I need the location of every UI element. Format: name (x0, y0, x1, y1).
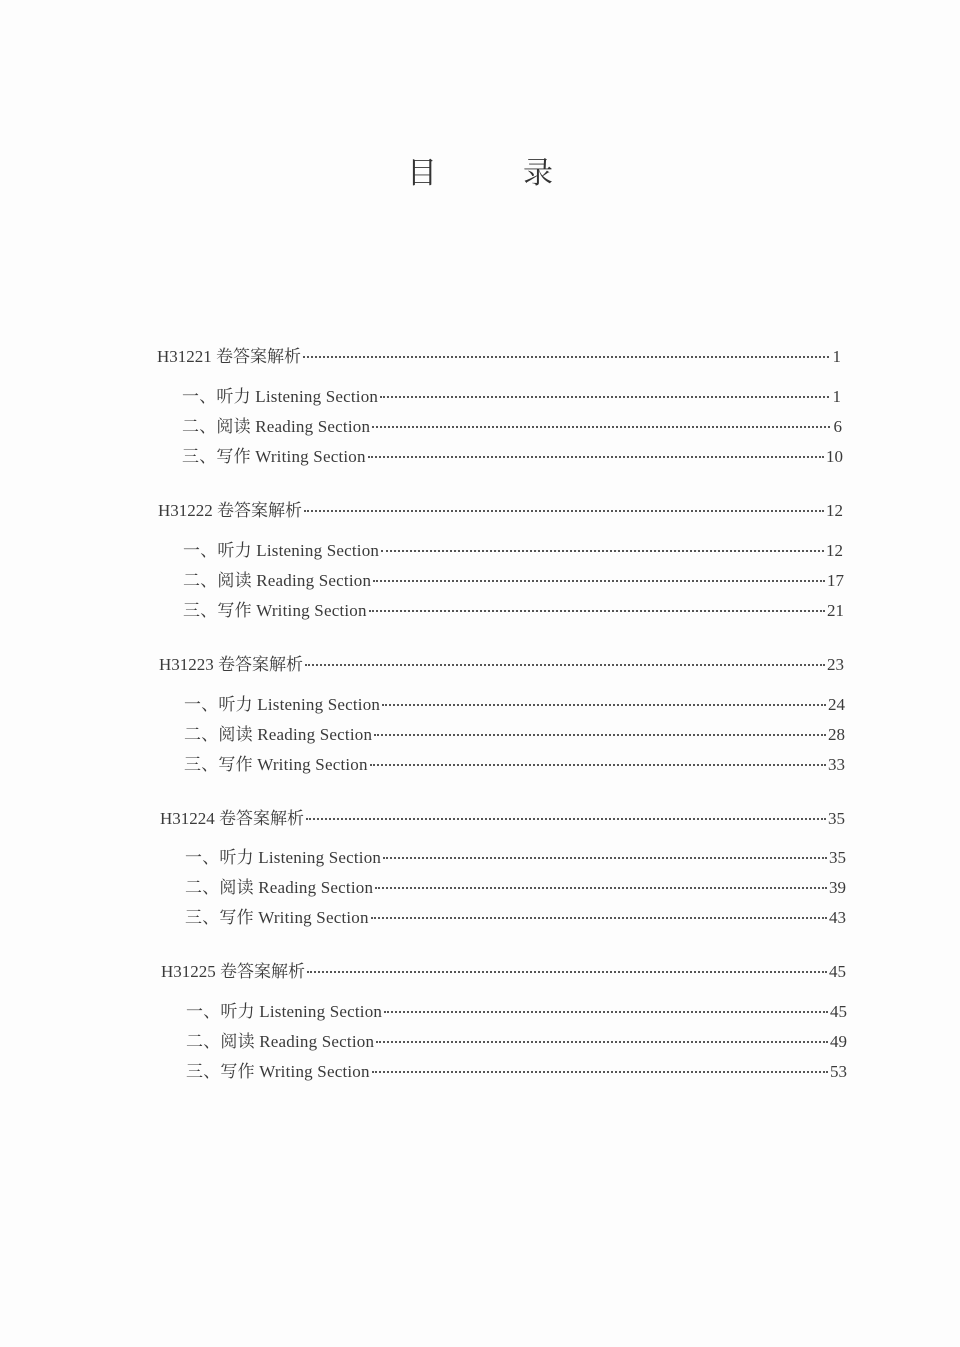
toc-section[interactable] (183, 536, 843, 558)
dot-leader (376, 1041, 828, 1043)
dot-leader (380, 396, 829, 398)
dot-leader (307, 971, 827, 973)
dot-leader (375, 887, 827, 889)
dot-leader (370, 764, 826, 766)
toc-section[interactable] (182, 412, 842, 434)
toc-section[interactable] (185, 873, 846, 895)
toc-section-label: 三、写作 Writing Section (183, 601, 367, 620)
page-number: 53 (830, 1062, 847, 1081)
dot-leader (373, 580, 825, 582)
toc-heading[interactable] (159, 650, 844, 672)
toc-heading[interactable] (157, 342, 841, 364)
dot-leader (303, 356, 829, 358)
toc-section-label: 二、阅读 Reading Section (186, 1032, 375, 1051)
toc-section[interactable] (184, 690, 845, 712)
toc-section-label: 一、听力 Listening Section (183, 541, 380, 560)
page-number: 23 (827, 655, 844, 674)
page-number: 33 (828, 755, 845, 774)
page-number: 12 (826, 501, 843, 520)
toc-section-label: 一、听力 Listening Section (182, 387, 379, 406)
toc-section-label: 一、听力 Listening Section (186, 1002, 383, 1021)
page-number: 35 (828, 809, 845, 828)
dot-leader (371, 917, 827, 919)
page-number: 17 (827, 571, 844, 590)
toc-section[interactable] (184, 750, 845, 772)
toc-section-label: 二、阅读 Reading Section (182, 417, 371, 436)
toc-section[interactable] (186, 1027, 847, 1049)
page-number: 6 (833, 417, 842, 436)
dot-leader (372, 1071, 828, 1073)
toc-section-label: 一、听力 Listening Section (184, 695, 381, 714)
page-number: 21 (827, 601, 844, 620)
page-number: 35 (829, 848, 846, 867)
toc-heading-label: H31221 卷答案解析 (157, 347, 302, 366)
dot-leader (382, 704, 826, 706)
toc-heading-label: H31225 卷答案解析 (161, 962, 306, 981)
page-number: 45 (829, 962, 846, 981)
page-number: 28 (828, 725, 845, 744)
toc-section-label: 三、写作 Writing Section (184, 755, 368, 774)
dot-leader (372, 426, 830, 428)
toc-section[interactable] (183, 596, 844, 618)
page-number: 39 (829, 878, 846, 897)
toc-section[interactable] (185, 903, 846, 925)
toc-section[interactable] (183, 566, 844, 588)
toc-section-label: 二、阅读 Reading Section (185, 878, 374, 897)
dot-leader (381, 550, 824, 552)
page-number: 12 (826, 541, 843, 560)
dot-leader (374, 734, 826, 736)
toc-section-label: 三、写作 Writing Section (186, 1062, 370, 1081)
toc-heading[interactable] (158, 496, 843, 518)
dot-leader (368, 456, 824, 458)
page-number: 1 (832, 387, 841, 406)
page-title: 目 录 (407, 157, 581, 190)
page-number: 43 (829, 908, 846, 927)
dot-leader (369, 610, 825, 612)
page-number: 1 (832, 347, 841, 366)
page-number: 10 (826, 447, 843, 466)
page-number: 45 (830, 1002, 847, 1021)
toc-section[interactable] (186, 997, 847, 1019)
dot-leader (306, 818, 826, 820)
dot-leader (305, 664, 825, 666)
toc-section[interactable] (184, 720, 845, 742)
toc-section-label: 二、阅读 Reading Section (184, 725, 373, 744)
toc-section-label: 一、听力 Listening Section (185, 848, 382, 867)
dot-leader (383, 857, 827, 859)
toc-section-label: 二、阅读 Reading Section (183, 571, 372, 590)
toc-heading[interactable] (161, 957, 846, 979)
toc-section[interactable] (182, 382, 841, 404)
dot-leader (384, 1011, 828, 1013)
toc-section-label: 三、写作 Writing Section (182, 447, 366, 466)
toc-section-label: 三、写作 Writing Section (185, 908, 369, 927)
toc-heading-label: H31223 卷答案解析 (159, 655, 304, 674)
page-number: 49 (830, 1032, 847, 1051)
toc-section[interactable] (185, 843, 846, 865)
page-number: 24 (828, 695, 845, 714)
toc-section[interactable] (186, 1057, 847, 1079)
toc-heading-label: H31224 卷答案解析 (160, 809, 305, 828)
toc-heading-label: H31222 卷答案解析 (158, 501, 303, 520)
toc-heading[interactable] (160, 804, 845, 826)
dot-leader (304, 510, 824, 512)
toc-section[interactable] (182, 442, 843, 464)
